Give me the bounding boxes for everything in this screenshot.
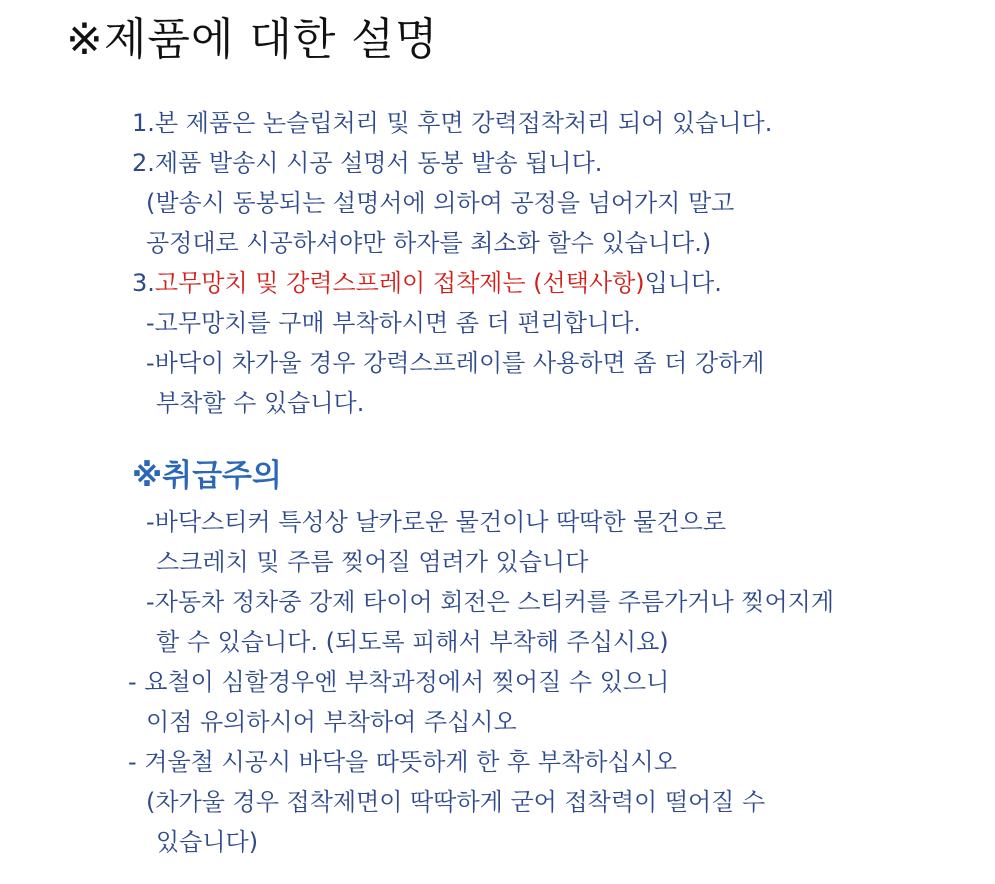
caution-line: -자동차 정차중 강제 타이어 회전은 스티커를 주름가거나 찢어지게 xyxy=(146,588,835,616)
description-item-2: 2.제품 발송시 시공 설명서 동봉 발송 됩니다. xyxy=(132,149,603,177)
item-3-tail: 입니다. xyxy=(644,269,722,297)
caution-line: 이점 유의하시어 부착하여 주십시오 xyxy=(146,708,517,736)
description-item-3 xyxy=(132,266,722,300)
caution-line: 스크레치 및 주름 찢어질 염려가 있습니다 xyxy=(156,548,589,576)
caution-line: - 겨울철 시공시 바닥을 따뜻하게 한 후 부착하십시오 xyxy=(128,748,677,776)
description-item-3-sub-1: -고무망치를 구매 부착하시면 좀 더 편리합니다. xyxy=(146,309,641,337)
caution-line: 할 수 있습니다. (되도록 피해서 부착해 주십시요) xyxy=(156,628,669,656)
item-3-number: 3. xyxy=(132,269,155,297)
caution-title: ※취급주의 xyxy=(132,458,282,494)
caution-line: 있습니다) xyxy=(156,828,259,856)
description-item-2-note-1: (발송시 동봉되는 설명서에 의하여 공정을 넘어가지 말고 xyxy=(146,189,735,217)
caution-line: -바닥스티커 특성상 날카로운 물건이나 딱딱한 물건으로 xyxy=(146,508,727,536)
description-item-2-note-2: 공정대로 시공하셔야만 하자를 최소화 할수 있습니다.) xyxy=(146,229,712,257)
page-title: ※제품에 대한 설명 xyxy=(66,14,439,65)
caution-line: (차가울 경우 접착제면이 딱딱하게 굳어 접착력이 떨어질 수 xyxy=(146,788,766,816)
item-3-highlight: 고무망치 및 강력스프레이 접착제는 (선택사항) xyxy=(154,269,645,297)
description-item-3-sub-2-line-2: 부착할 수 있습니다. xyxy=(156,389,365,417)
description-item-3-sub-2-line-1: -바닥이 차가울 경우 강력스프레이를 사용하면 좀 더 강하게 xyxy=(146,349,765,377)
description-item-1: 1.본 제품은 논슬립처리 및 후면 강력접착처리 되어 있습니다. xyxy=(132,109,773,137)
caution-line: - 요철이 심할경우엔 부착과정에서 찢어질 수 있으니 xyxy=(128,668,670,696)
